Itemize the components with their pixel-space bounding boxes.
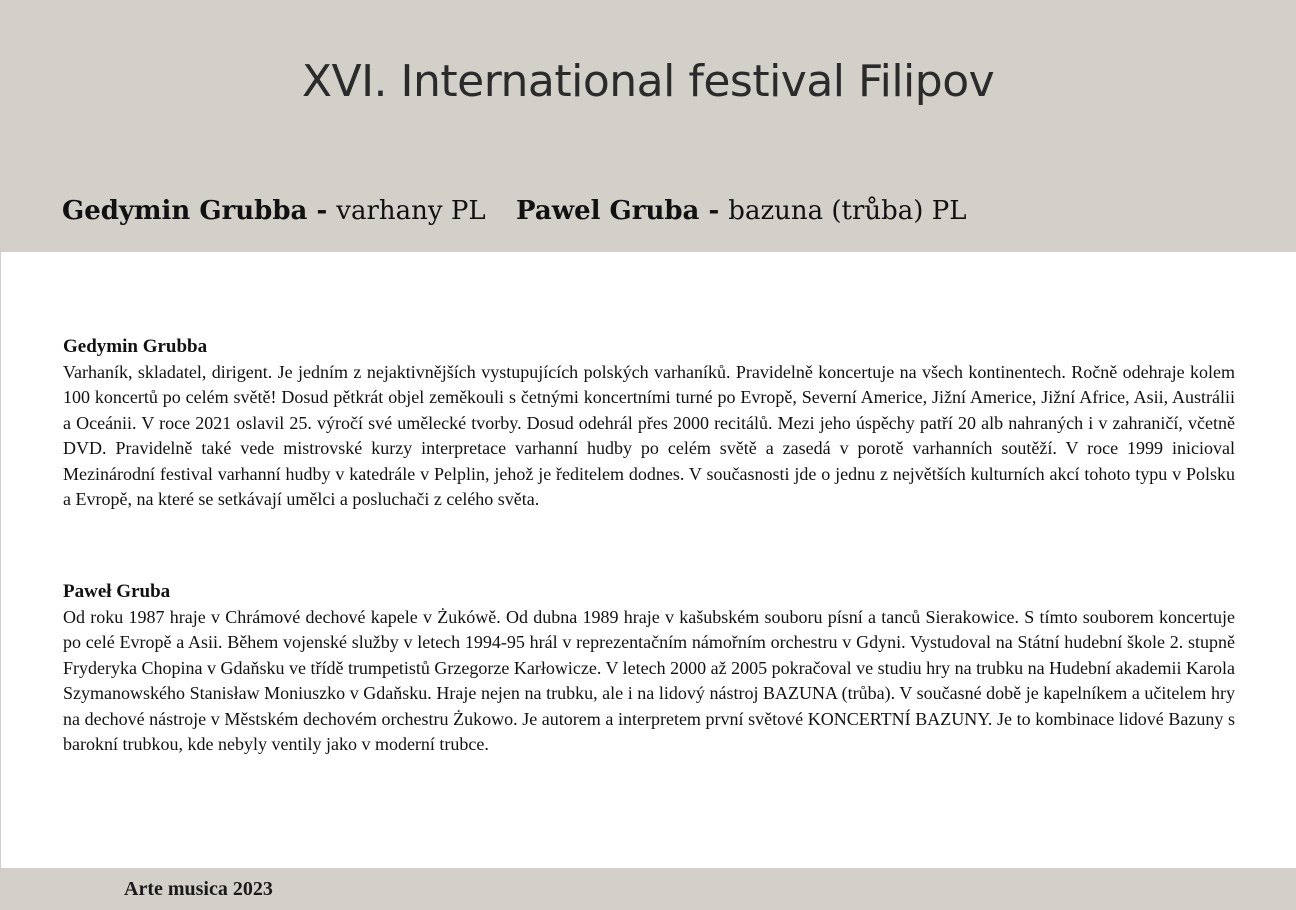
bio-gedymin-grubba xyxy=(63,334,1235,513)
performer-name: Pawel Gruba xyxy=(516,196,700,226)
page-title: XVI. International festival Filipov xyxy=(301,56,995,107)
bio-pawel-gruba xyxy=(63,579,1235,758)
performer-gedymin-grubba xyxy=(62,196,486,226)
bio-heading: Gedymin Grubba xyxy=(63,336,208,357)
performer-instrument: bazuna (trůba) PL xyxy=(728,196,967,226)
header-banner xyxy=(0,0,1296,252)
performer-separator: - xyxy=(699,196,729,226)
footer-bar xyxy=(0,868,1296,910)
performer-name: Gedymin Grubba xyxy=(62,196,308,226)
performer-instrument: varhany PL xyxy=(336,196,486,226)
bio-text: Varhaník, skladatel, dirigent. Je jedním z nejaktivnějších vystupujících polských varhaníků. Pravidelně koncertuje na všech kontinentech. Ročně odehraje kolem 100 koncertů po celém světě! Dosud pětkrát objel zeměkouli s četnými koncertními turné po Evropě, Severní Americe, Jižní Americe, Jižní Africe, Asii, Austrálii a Oceánii. V roce 2021 oslavil 25. výročí své umělecké tvorby. Dosud odehrál přes 2000 recitálů. Mezi jeho úspěchy patří 20 alb nahraných i v zahraničí, včetně DVD. Pravidelně také vede mistrovské kurzy interpretace varhanní hudby po celém světě a zasedá v porotě varhanních soutěží. V roce 1999 inicioval Mezinárodní festival varhanní hudby v katedrále v Pelplin, jehož je ředitelem dodnes. V současnosti jde o jednu z největších kulturních akcí tohoto typu v Polsku a Evropě, na které se setkávají umělci a posluchači z celého světa. xyxy=(63,361,1235,509)
performer-pawel-gruba xyxy=(516,196,966,226)
bio-heading: Paweł Gruba xyxy=(63,581,171,602)
footer-label: Arte musica 2023 xyxy=(124,878,273,900)
page-border xyxy=(0,252,1,868)
bio-text: Od roku 1987 hraje v Chrámové dechové kapele v Żukówě. Od dubna 1989 hraje v kašubském souboru písní a tanců Sierakowice. S tímto souborem koncertuje po celé Evropě a Asii. Během vojenské služby v letech 1994-95 hrál v reprezentačním námořním orchestru v Gdyni. Vystudoval na Státní hudební škole 2. stupně Fryderyka Chopina v Gdaňsku ve třídě trumpetistů Grzegorze Karłowicze. V letech 2000 až 2005 pokračoval ve studiu hry na trubku na Hudební akademii Karola Szymanowského Stanisław Moniuszko v Gdaňsku. Hraje nejen na trubku, ale i na lidový nástroj BAZUNA (trůba). V současné době je kapelníkem a učitelem hry na dechové nástroje v Městském dechovém orchestru Żukowo. Je autorem a interpretem první světové KONCERTNÍ BAZUNY. Je to kombinace lidové Bazuny s barokní trubkou, kde nebyly ventily jako v moderní trubce. xyxy=(63,606,1235,754)
performer-separator: - xyxy=(307,196,337,226)
